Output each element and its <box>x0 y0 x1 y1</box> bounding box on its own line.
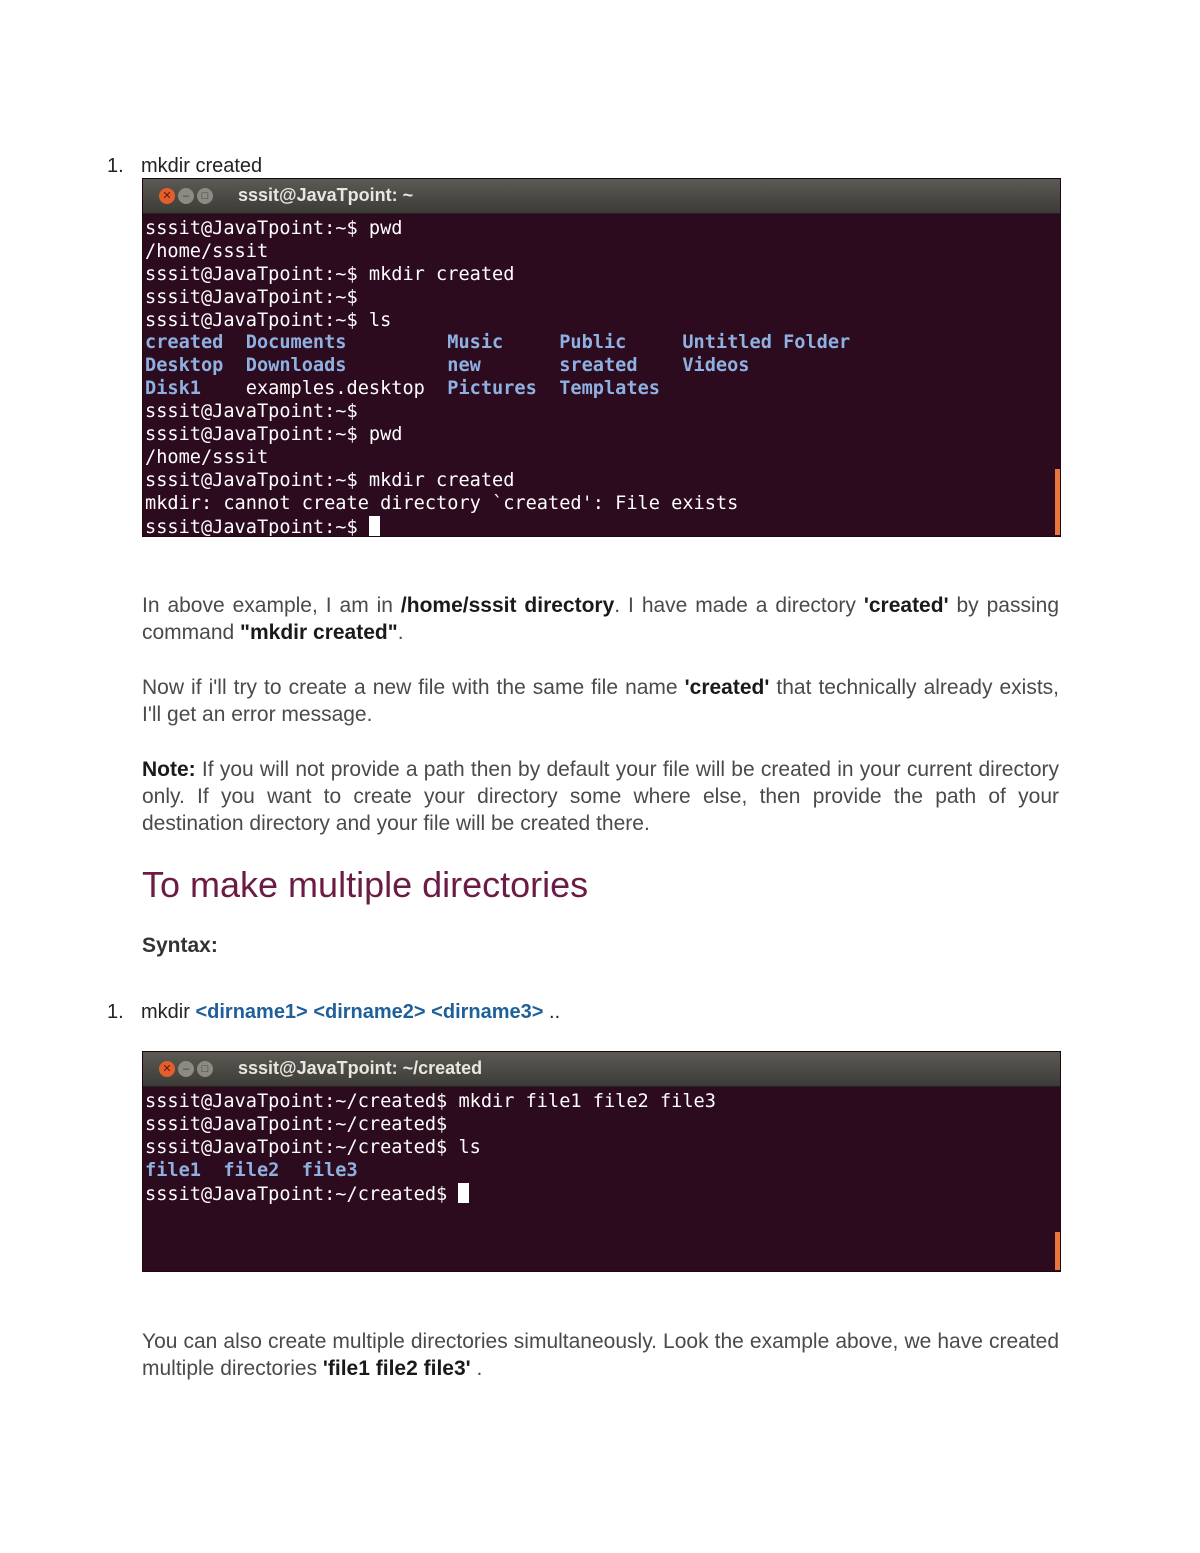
text: If you will not provide a path then by default your file will be created in your current directory only. If you want to create your directory some where else, then provide the path of your destination directory and your file will be created there. <box>142 758 1059 835</box>
terminal-text: sssit@JavaTpoint:~$ pwd <box>145 218 403 239</box>
list-item-text <box>141 1001 560 1024</box>
terminal-cursor <box>369 516 380 536</box>
terminal-text: sssit@JavaTpoint:~$ <box>145 516 369 537</box>
terminal-line <box>145 241 1058 264</box>
maximize-icon[interactable]: □ <box>197 1061 213 1077</box>
terminal-line <box>145 493 1058 516</box>
minimize-icon[interactable]: – <box>178 188 194 204</box>
terminal-text: /home/sssit <box>145 446 269 468</box>
terminal-line <box>145 287 1058 310</box>
terminal-text: Pictures Templates <box>447 378 660 400</box>
note-paragraph <box>142 756 1059 837</box>
close-icon[interactable]: ✕ <box>159 188 175 204</box>
terminal-line <box>145 355 1058 378</box>
terminal-line <box>145 470 1058 493</box>
bold-text: 'created' <box>863 594 949 617</box>
terminal-text: sssit@JavaTpoint:~$ pwd <box>145 424 403 446</box>
terminal-line <box>145 1114 1058 1137</box>
bold-text: /home/sssit directory <box>400 594 615 617</box>
terminal-line <box>145 1137 1058 1160</box>
terminal-line <box>145 1091 1058 1114</box>
list-item-text: mkdir created <box>141 155 263 177</box>
terminal-line <box>145 264 1058 287</box>
note-label: Note: <box>142 758 196 781</box>
terminal-line <box>145 378 1058 401</box>
terminal-text: sssit@JavaTpoint:~/created$ mkdir file1 file2 file3 <box>145 1091 716 1112</box>
terminal-text: created Documents Music Public Untitled Folder <box>145 332 851 354</box>
terminal-line <box>145 332 1058 355</box>
terminal-text: sssit@JavaTpoint:~$ <box>145 401 358 423</box>
dirname-placeholder: <dirname2> <box>313 1001 426 1023</box>
terminal-text: sssit@JavaTpoint:~$ ls <box>145 309 392 331</box>
syntax-label: Syntax: <box>142 934 218 957</box>
terminal-text: sssit@JavaTpoint:~/created$ <box>145 1113 448 1135</box>
text: . <box>470 1357 483 1380</box>
terminal-line <box>145 1183 1058 1206</box>
text: by passing command <box>142 594 1059 644</box>
terminal-title: sssit@JavaTpoint: ~/created <box>238 1058 483 1078</box>
terminal-titlebar <box>143 179 1060 214</box>
terminal-line <box>145 218 1058 241</box>
terminal-window <box>142 178 1061 537</box>
terminal-titlebar <box>143 1052 1060 1087</box>
dirname-placeholder: <dirname1> <box>195 1001 308 1023</box>
terminal-text: mkdir: cannot create directory `created': File exists <box>145 492 739 514</box>
terminal-text: sssit@JavaTpoint:~/created$ <box>145 1183 459 1205</box>
bold-text: "mkdir created" <box>240 621 398 644</box>
terminal-window <box>142 1051 1061 1272</box>
paragraph <box>142 674 1059 728</box>
terminal-output[interactable] <box>143 214 1060 537</box>
text: .. <box>543 1001 561 1023</box>
text: In above example, I am in <box>142 594 401 617</box>
text: that technically already exists, I'll get an error message. <box>142 676 1059 726</box>
text: You can also create multiple directories simultaneously. Look the example above, we have created multiple directories <box>142 1330 1059 1380</box>
paragraph <box>142 592 1059 646</box>
terminal-line <box>145 424 1058 447</box>
terminal-text: sssit@JavaTpoint:~$ mkdir created <box>145 263 515 285</box>
scrollbar[interactable] <box>1055 1232 1060 1270</box>
section-heading: To make multiple directories <box>142 864 589 905</box>
command-text: mkdir <box>141 1001 196 1023</box>
terminal-text: sssit@JavaTpoint:~$ mkdir created <box>145 469 515 491</box>
terminal-cursor <box>458 1183 469 1203</box>
close-icon[interactable]: ✕ <box>159 1061 175 1077</box>
text: . I have made a directory <box>614 594 864 617</box>
list-item <box>107 1001 707 1027</box>
terminal-text: sssit@JavaTpoint:~$ <box>145 286 358 308</box>
terminal-line <box>145 447 1058 470</box>
bold-text: 'created' <box>684 676 770 699</box>
terminal-title: sssit@JavaTpoint: ~ <box>238 185 414 205</box>
terminal-line <box>145 1160 1058 1183</box>
terminal-text: examples.desktop <box>200 378 448 400</box>
terminal-line <box>145 516 1058 537</box>
terminal-text: sssit@JavaTpoint:~/created$ ls <box>145 1136 481 1158</box>
terminal-text: file1 file2 file3 <box>145 1159 358 1181</box>
terminal-text: Desktop Downloads new sreated Videos <box>145 355 750 377</box>
terminal-text: Disk1 <box>145 378 201 400</box>
dirname-placeholder: <dirname3> <box>431 1001 544 1023</box>
minimize-icon[interactable]: – <box>178 1061 194 1077</box>
terminal-text: /home/sssit <box>145 240 269 262</box>
paragraph <box>142 1328 1059 1382</box>
list-number: 1. <box>107 1001 124 1023</box>
text: . <box>397 621 404 644</box>
scrollbar[interactable] <box>1055 469 1060 535</box>
maximize-icon[interactable]: □ <box>197 188 213 204</box>
list-number: 1. <box>107 155 124 177</box>
bold-text: 'file1 file2 file3' <box>322 1357 471 1380</box>
terminal-line <box>145 310 1058 333</box>
text: Now if i'll try to create a new file with the same file name <box>142 676 685 699</box>
terminal-line <box>145 401 1058 424</box>
terminal-output[interactable] <box>143 1087 1060 1209</box>
